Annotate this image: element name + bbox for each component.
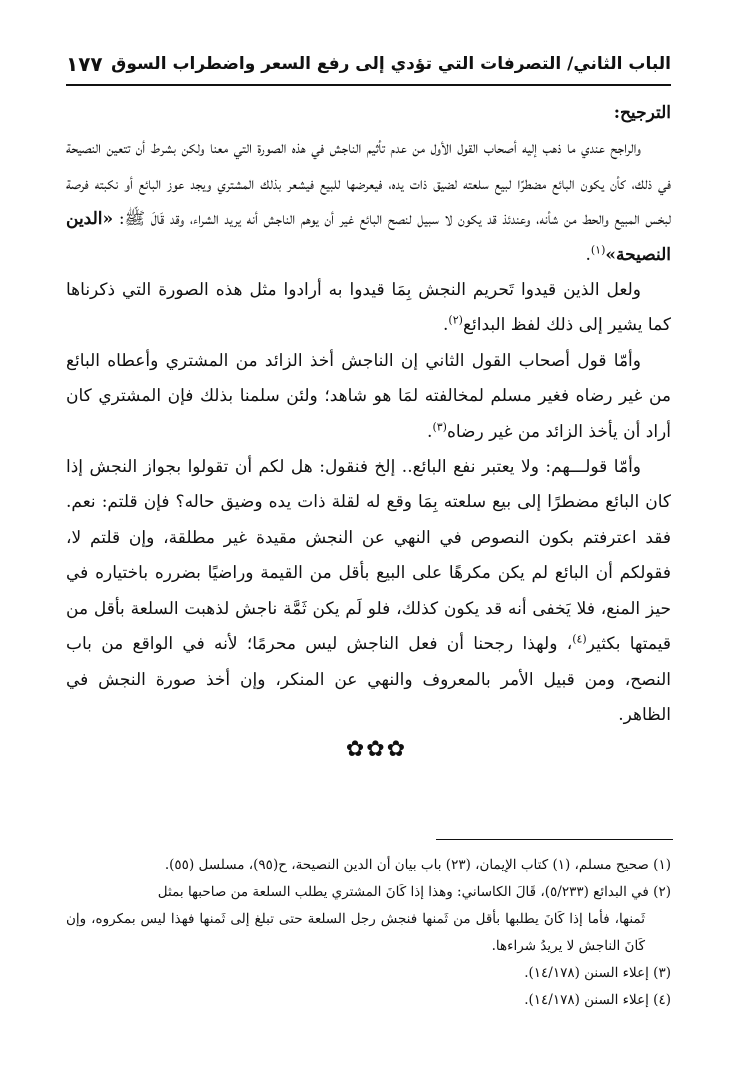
footnote-3: (٣) إعلاء السنن (١٤/١٧٨). [524, 965, 671, 981]
footnote-ref-2[interactable]: (٢) [448, 313, 463, 327]
paragraph-2-end: . [443, 315, 449, 336]
footnote-ref-3[interactable]: (٣) [432, 420, 447, 433]
section-heading: الترجيح: [613, 103, 671, 123]
footnote-ref-4[interactable]: (٤) [572, 632, 587, 646]
chapter-title: الباب الثاني/ التصرفات التي تؤدي إلى رفع السعر واضطراب السوق [111, 54, 671, 74]
paragraph-3-end: . [427, 421, 433, 442]
paragraph-4-text: وأمّا قولـــهم: ولا يعتبر نفع البائع.. إلخ فنقول: هل لكم أن تقولوا بجواز النجش إذا كان البائع مضطرًا إلى بيع سلعته بِمَا وقع له لقلة ذات يده وضيق حاله؟ فإن قلتم: نعم. فقد اعترفتم بكون النصوص في النهي عن النجش مقيدة غير مطلقة، وإن قلتم لا، فقولكم أن البائع لم يكن مكرهًا على البيع بأقل من القيمة وراضيًا بضرره باختياره في حيز المنع، فلا يَخفى أنه قد يكون كذلك، فلو لَم يكن ثَمَّة ناجش لذهبت السلعة بأقل من قيمتها بكثير [66, 457, 671, 655]
running-header [66, 48, 671, 86]
paragraph-2 [66, 273, 671, 344]
footnotes [66, 852, 671, 1014]
footnote-4: (٤) إعلاء السنن (١٤/١٧٨). [524, 992, 671, 1008]
hadith-quote: «الدين النصيحة» [66, 209, 671, 265]
main-text [66, 96, 671, 733]
footnote-1: (١) صحيح مسلم، (١) كتاب الإيمان، (٢٣) باب بيان أن الدين النصيحة، ح(٩٥)، مسلسل (٥٥). [164, 857, 671, 873]
paragraph-1-text: والراجح عندي ما ذهب إليه أصحاب القول الأول من عدم تأثيم الناجش في هذه الصورة التي معنا ولكن بشرط أن تتعين النصيحة في ذلك، كأن يكون البائع مضطرًا لبيع سلعته لضيق ذات يده، فيعرضها للبيع فيشعر بذلك المشتري ويجد عوز البائع أو نكبته فرصة لبخس المبيع والحط من شأنه، وعندئذ قد يكون لا سبيل لنصح البائع غير أن يوهم الناجش أنه يريد الشراء، وقد قَالَ ﷺ: [66, 138, 671, 230]
paragraph-1-end: . [585, 244, 591, 265]
paragraph-4 [66, 450, 671, 733]
paragraph-2-text: ولعل الذين قيدوا تَحريم النجش بِمَا قيدوا به أرادوا مثل هذه الصورة التي ذكرناها كما يشير إلى ذلك لفظ البدائع [66, 280, 671, 336]
page-number: ١٧٧ [66, 52, 103, 76]
section-end-ornament: ✿✿✿ [345, 737, 408, 762]
footnote-ref-1[interactable]: (١) [590, 242, 606, 256]
footnote-2: (٢) في البدائع (٥/٢٣٣)، قَالَ الكاساني: وهذا إذا كَانَ المشتري يطلب السلعة من صاحبها بمثل [157, 884, 671, 900]
paragraph-3 [66, 344, 671, 450]
paragraph-4-end: ، ولهذا رجحنا أن فعل الناجش ليس محرمًا؛ لأنه في الواقع من باب النصح، ومن قبيل الأمر بالمعروف والنهي عن المنكر، وإن أخذ صورة النجش في الظاهر. [66, 634, 671, 725]
footnote-2-continued: ثَمنها، فأما إذا كَانَ يطلبها بأقل من ثَمنها فنجش رجل السلعة حتى تبلغ إلى ثَمنها فهذا ليس بمكروه، وإن كَانَ الناجش لا يريدُ شراءها. [66, 911, 645, 954]
paragraph-3-text: وأمّا قول أصحاب القول الثاني إن الناجش أخذ الزائد من المشتري وأعطاه البائع من غير رضاه فغير مسلم لمخالفته لمَا هو شاهد؛ ولئن سلمنا بذلك فإن المشتري كان أراد أن يأخذ الزائد من غير رضاه [66, 350, 671, 442]
footnote-separator [436, 839, 673, 840]
paragraph-1 [66, 131, 671, 273]
